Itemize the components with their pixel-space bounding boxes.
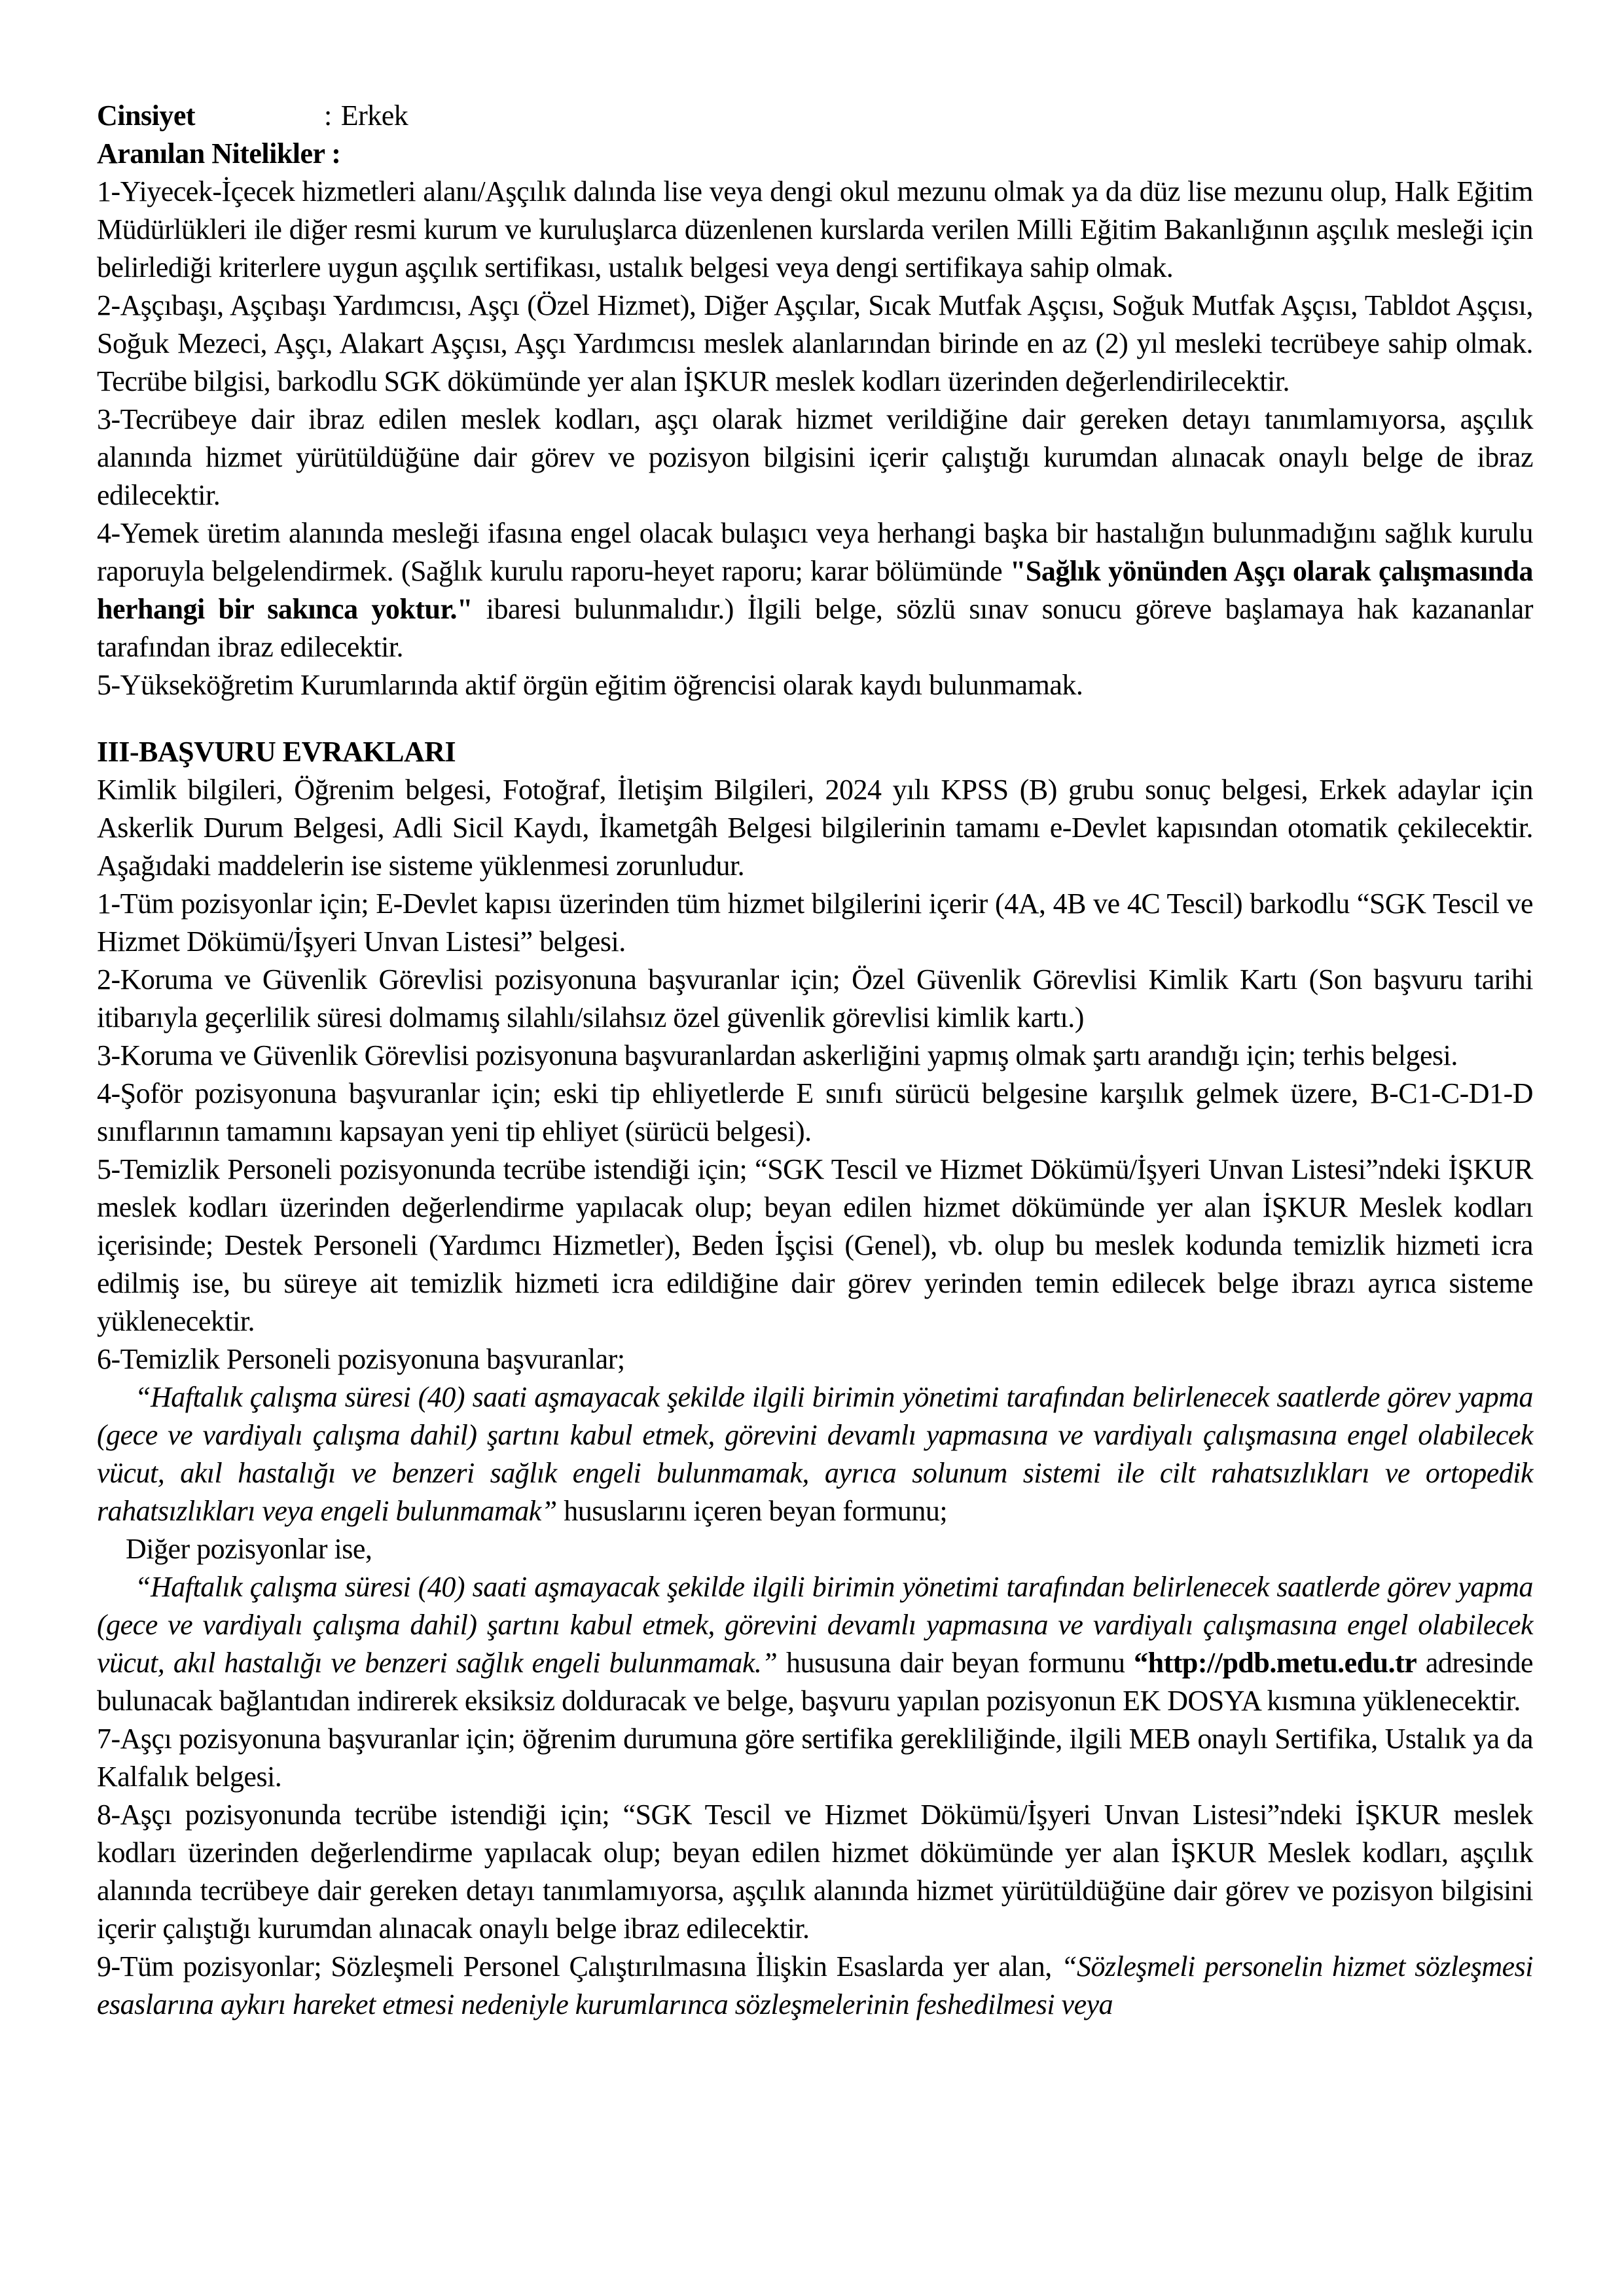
application-item-3: 3-Koruma ve Güvenlik Görevlisi pozisyonuna başvuranlardan askerliğini yapmış olmak şartı arandığı için; terhis belgesi. [97, 1039, 1458, 1071]
application-item-2: 2-Koruma ve Güvenlik Görevlisi pozisyonuna başvuranlar için; Özel Güvenlik Görevlisi Kimlik Kartı (Son başvuru tarihi itibarıyla geçerlilik süresi dolmamış silahlı/silahsız özel güvenlik görevlisi kimlik kartı.) [97, 963, 1533, 1033]
application-item-9 [97, 1948, 1533, 2024]
application-item-1: 1-Tüm pozisyonlar için; E-Devlet kapısı üzerinden tüm hizmet bilgilerini içerir (4A, 4B ve 4C Tescil) barkodlu “SGK Tescil ve Hizmet Dökümü/İşyeri Unvan Listesi” belgesi. [97, 888, 1533, 958]
document-content [97, 97, 1533, 2024]
application-intro: Kimlik bilgileri, Öğrenim belgesi, Fotoğraf, İletişim Bilgileri, 2024 yılı KPSS (B) grubu sonuç belgesi, Erkek adaylar için Askerlik Durum Belgesi, Adli Sicil Kaydı, İkametgâh Belgesi bilgilerinin tamamı e-Devlet kapısından otomatik çekilecektir. Aşağıdaki maddelerin ise sisteme yüklenmesi zorunludur. [97, 774, 1533, 882]
declaration-2-quote: “Haftalık çalışma süresi (40) saati aşmayacak şekilde ilgili birimin yönetimi tarafından belirlenecek saatlerde görev yapma (gece ve vardiyalı çalışma dahil) şartını kabul etmek, görevini devamlı yapmasına ve vardiyalı çalışmasına engel olabilecek vücut, akıl hastalığı ve benzeri sağlık engeli bulunmamak.” [97, 1571, 1533, 1679]
application-item-5: 5-Temizlik Personeli pozisyonunda tecrübe istendiği için; “SGK Tescil ve Hizmet Dökümü/İşyeri Unvan Listesi”ndeki İŞKUR meslek kodları üzerinden değerlendirme yapılacak olup; beyan edilen hizmet dökümünde yer alan İŞKUR Meslek kodları içerisinde; Destek Personeli (Yardımcı Hizmetler), Beden İşçisi (Genel), vb. olup bu meslek kodunda temizlik hizmeti icra edilmiş ise, bu süreye ait temizlik hizmeti icra edildiğine dair görev yerinden temin edilecek belge ibrazı ayrıca sisteme yüklenecektir. [97, 1153, 1533, 1337]
application-item-4: 4-Şoför pozisyonuna başvuranlar için; eski tip ehliyetlerde E sınıfı sürücü belgesine karşılık gelmek üzere, B-C1-C-D1-D sınıflarının tamamını kapsayan yeni tip ehliyet (sürücü belgesi). [97, 1077, 1533, 1147]
gender-separator: : [324, 99, 332, 132]
application-item-6-intro: 6-Temizlik Personeli pozisyonuna başvuranlar; [97, 1343, 625, 1375]
application-item-9-quote: “Sözleşmeli personelin hizmet sözleşmesi esaslarına aykırı hareket etmesi nedeniyle kurumlarınca sözleşmelerinin feshedilmesi veya [97, 1950, 1533, 2020]
qualification-item-4-bold-clause: "Sağlık yönünden Aşçı olarak çalışmasında herhangi bir sakınca yoktur." [97, 555, 1533, 625]
qualification-item-4 [97, 514, 1533, 666]
application-item-6-declaration-1 [97, 1378, 1533, 1530]
application-item-6-other-positions: Diğer pozisyonlar ise, [126, 1533, 372, 1565]
application-item-8: 8-Aşçı pozisyonunda tecrübe istendiği için; “SGK Tescil ve Hizmet Dökümü/İşyeri Unvan Listesi”ndeki İŞKUR meslek kodları üzerinden değerlendirme yapılacak olup; beyan edilen hizmet dökümünde yer alan İŞKUR Meslek kodları, aşçılık alanında tecrübeye dair gereken detayı tanımlamıyorsa, aşçılık alanında hizmet yürütüldüğüne dair görev ve pozisyon bilgisini içerir çalıştığı kurumdan alınacak onaylı belge ibraz edilecektir. [97, 1799, 1533, 1945]
qualification-item-1: 1-Yiyecek-İçecek hizmetleri alanı/Aşçılık dalında lise veya dengi okul mezunu olmak ya da düz lise mezunu olup, Halk Eğitim Müdürlükleri ile diğer resmi kurum ve kuruluşlarca düzenlenen kurslarda verilen Milli Eğitim Bakanlığının aşçılık mesleği için belirlediği kriterlere uygun aşçılık sertifikası, ustalık belgesi veya dengi sertifikaya sahip olmak. [97, 175, 1533, 283]
application-documents-heading: III-BAŞVURU EVRAKLARI [97, 736, 456, 768]
qualification-item-5: 5-Yükseköğretim Kurumlarında aktif örgün eğitim öğrencisi olarak kaydı bulunmamak. [97, 669, 1083, 701]
qualification-item-3: 3-Tecrübeye dair ibraz edilen meslek kodları, aşçı olarak hizmet verildiğine dair gereken detayı tanımlamıyorsa, aşçılık alanında hizmet yürütüldüğüne dair görev ve pozisyon bilgisini içerir çalıştığı kurumdan alınacak onaylı belge de ibraz edilecektir. [97, 403, 1533, 511]
gender-value: Erkek [340, 99, 408, 132]
qualifications-heading: Aranılan Nitelikler : [97, 137, 341, 170]
qualification-item-4-text-end: ibaresi bulunmalıdır.) İlgili belge, sözlü sınav sonucu göreve başlamaya hak kazananlar tarafından ibraz edilecektir. [97, 593, 1533, 663]
application-item-7: 7-Aşçı pozisyonuna başvuranlar için; öğrenim durumuna göre sertifika gerekliliğinde, ilgili MEB onaylı Sertifika, Ustalık ya da Kalfalık belgesi. [97, 1723, 1533, 1793]
declaration-2-tail: adresinde bulunacak bağlantıdan indirerek eksiksiz dolduracak ve belge, başvuru yapılan pozisyonun EK DOSYA kısmına yüklenecektir. [97, 1647, 1533, 1717]
declaration-1-tail: hususlarını içeren beyan formunu; [556, 1495, 948, 1527]
pdb-metu-url: “http://pdb.metu.edu.tr [1134, 1647, 1417, 1679]
gender-line [97, 97, 1533, 135]
declaration-2-mid: hususuna dair beyan formunu [777, 1647, 1134, 1679]
application-item-6-declaration-2 [97, 1568, 1533, 1720]
qualification-item-4-text: 4-Yemek üretim alanında mesleği ifasına engel olacak bulaşıcı veya herhangi başka bir hastalığın bulunmadığını sağlık kurulu raporuyla belgelendirmek. (Sağlık kurulu raporu-heyet raporu; karar bölümünde [97, 517, 1533, 587]
declaration-1-quote: “Haftalık çalışma süresi (40) saati aşmayacak şekilde ilgili birimin yönetimi tarafından belirlenecek saatlerde görev yapma (gece ve vardiyalı çalışma dahil) şartını kabul etmek, görevini devamlı yapmasına ve vardiyalı çalışmasına engel olabilecek vücut, akıl hastalığı ve benzeri sağlık engeli bulunmamak, ayrıca solunum sistemi ile cilt rahatsızlıkları ve ortopedik rahatsızlıkları veya engeli bulunmamak” [97, 1381, 1533, 1527]
qualification-item-2: 2-Aşçıbaşı, Aşçıbaşı Yardımcısı, Aşçı (Özel Hizmet), Diğer Aşçılar, Sıcak Mutfak Aşçısı, Soğuk Mutfak Aşçısı, Tabldot Aşçısı, Soğuk Mezeci, Aşçı, Alakart Aşçısı, Aşçı Yardımcısı meslek alanlarından birinde en az (2) yıl mesleki tecrübeye sahip olmak. Tecrübe bilgisi, barkodlu SGK dökümünde yer alan İŞKUR meslek kodları üzerinden değerlendirilecektir. [97, 289, 1533, 397]
application-item-9-text: 9-Tüm pozisyonlar; Sözleşmeli Personel Çalıştırılmasına İlişkin Esaslarda yer alan, [97, 1950, 1062, 1982]
gender-label: Cinsiyet [97, 99, 195, 132]
